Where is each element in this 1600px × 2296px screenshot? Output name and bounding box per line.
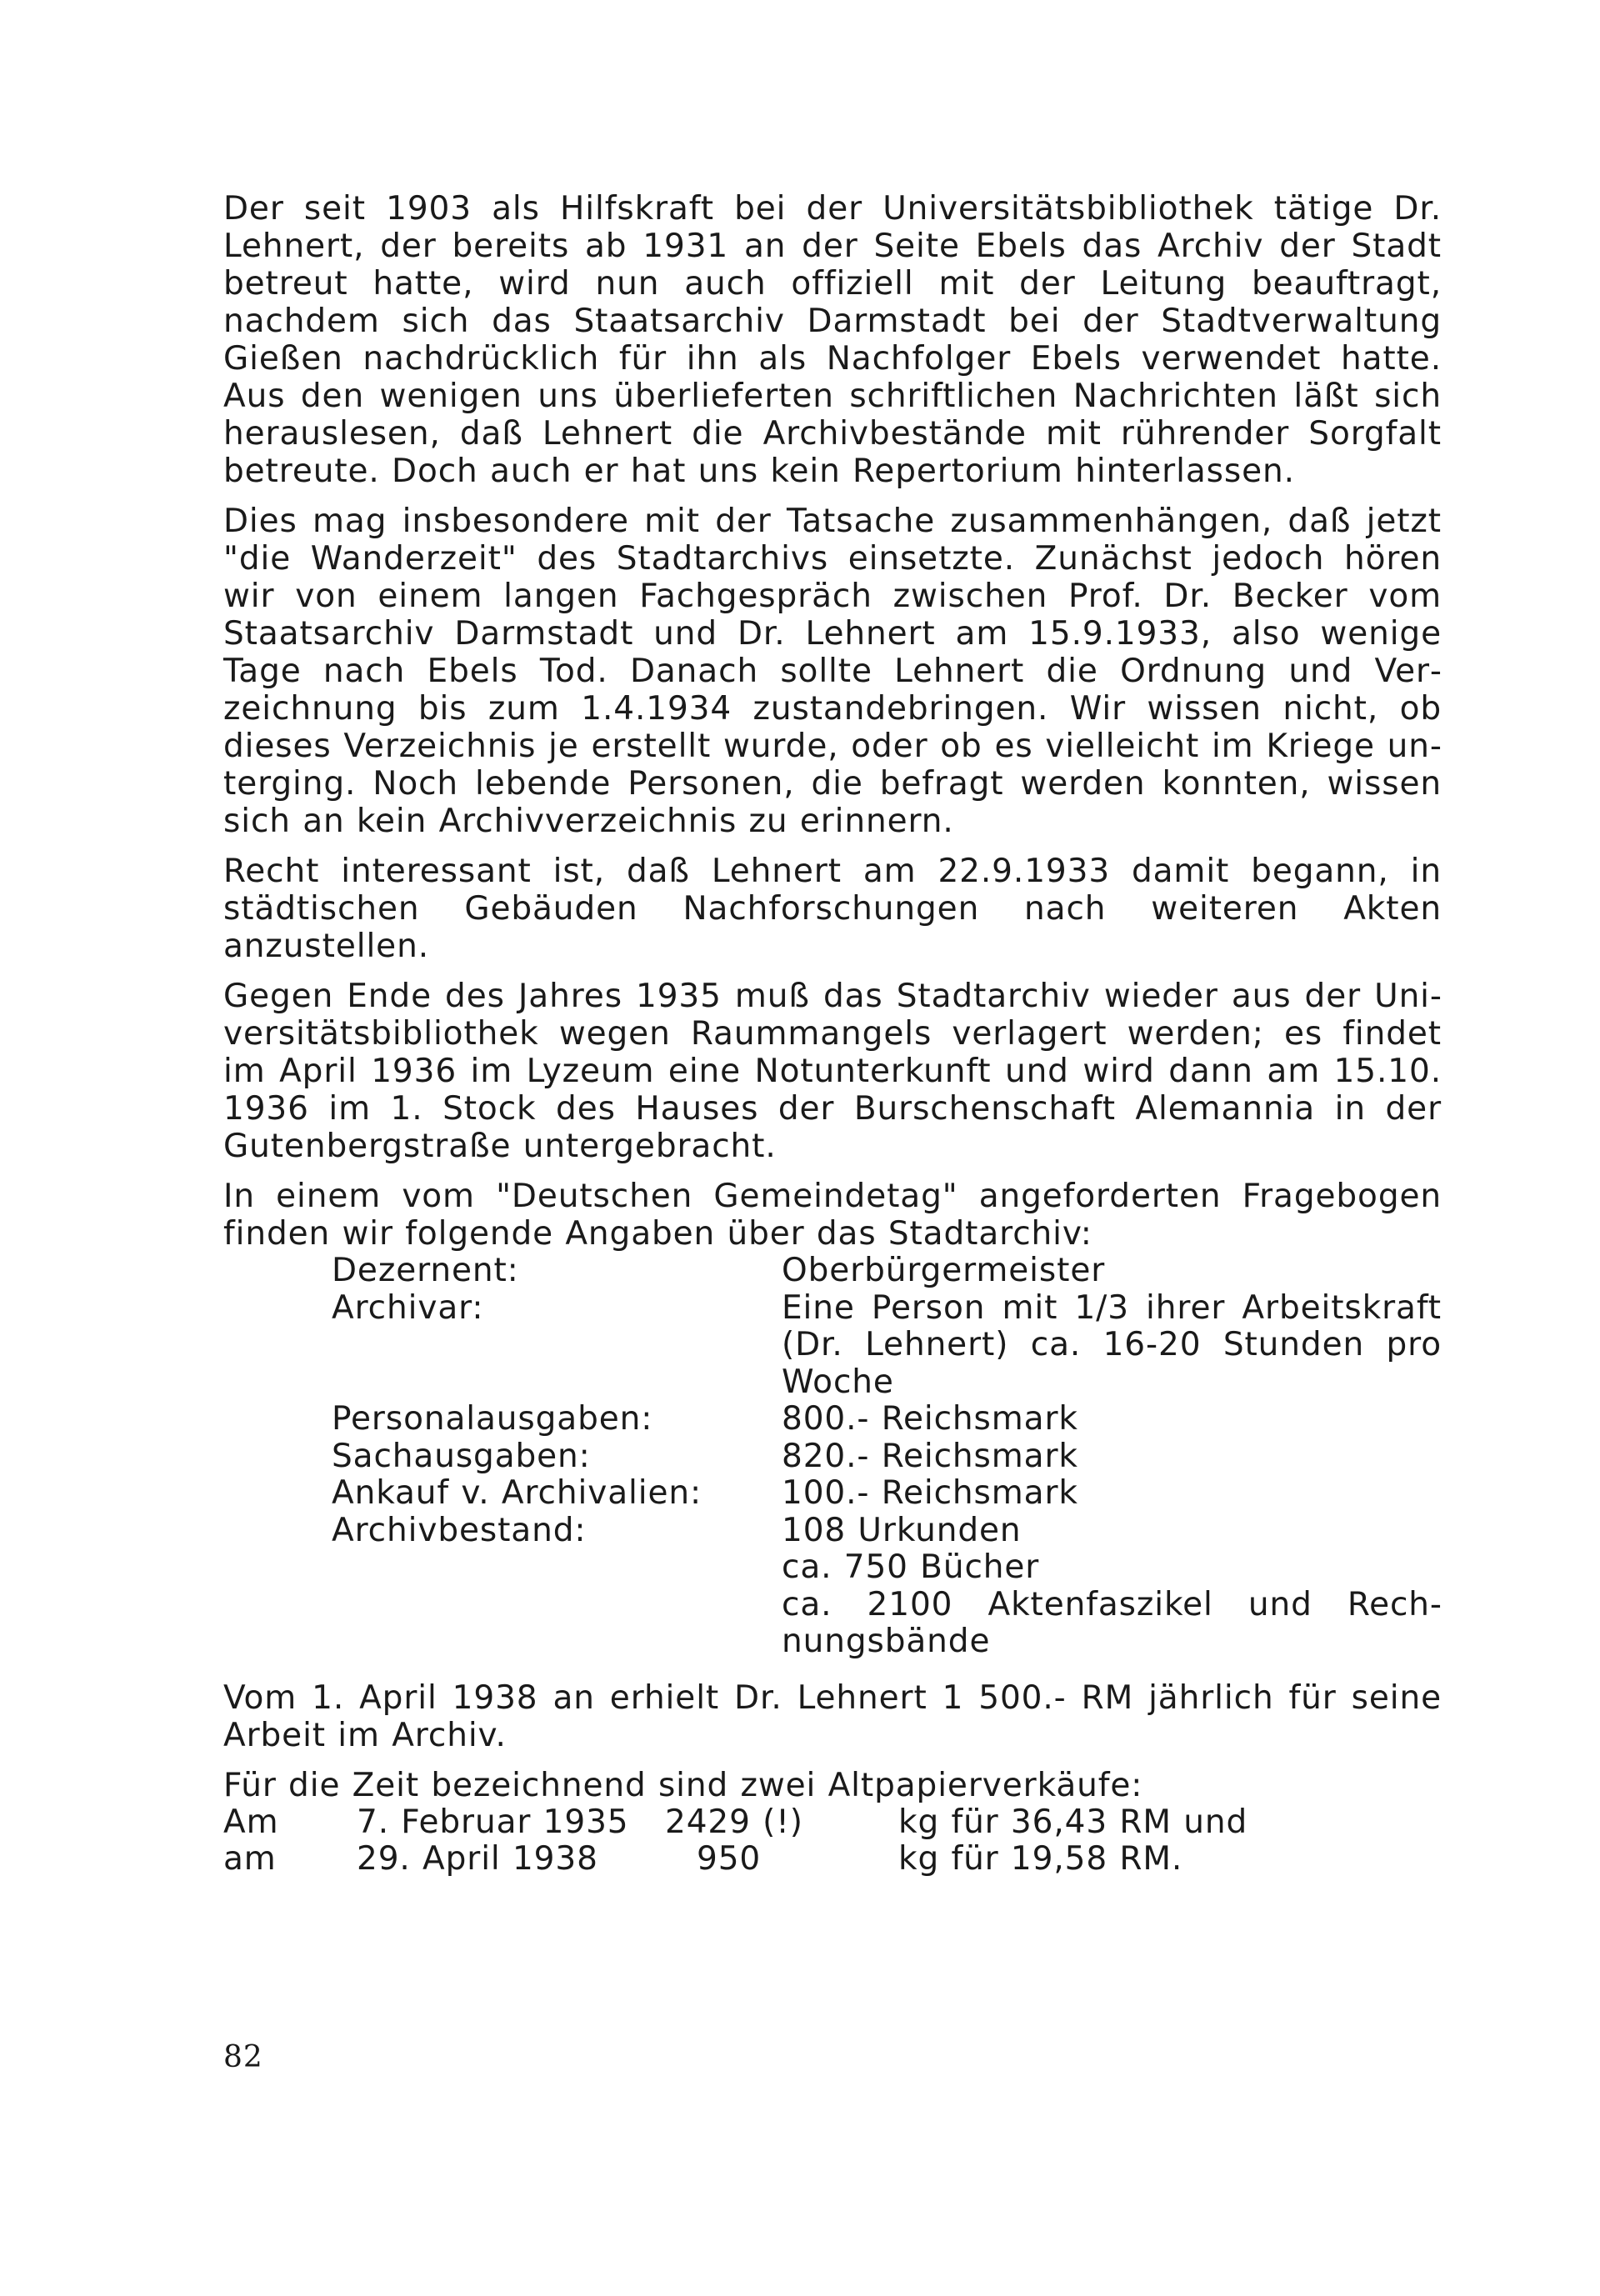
sale-prefix: am bbox=[223, 1840, 277, 1878]
altpapier-sales bbox=[223, 1804, 1442, 1878]
detail-value: Oberbürgermeister bbox=[782, 1252, 1106, 1289]
detail-row bbox=[223, 1513, 1442, 1550]
paragraph-relocation: Gegen Ende des Jahres 1935 muß das Stadtarchiv wieder aus der Universitätsbibliothek wegen Raummangels verlagert werden; es findet im April 1936 im Lyzeum eine Notunterkunft und wird dann am 15.10. 1936 im 1. Stock des Hauses der Burschenschaft Alemannia in der Gutenbergstraße untergebracht. bbox=[223, 978, 1442, 1165]
page-number: 82 bbox=[223, 2040, 263, 2074]
sale-row bbox=[223, 1841, 1442, 1878]
detail-row bbox=[223, 1475, 1442, 1513]
sale-date: 29. April 1938 bbox=[357, 1840, 598, 1878]
detail-row bbox=[223, 1401, 1442, 1438]
detail-label: Personalausgaben: bbox=[332, 1400, 653, 1438]
paragraph-salary: Vom 1. April 1938 an erhielt Dr. Lehnert 1 500.- RM jährlich für seine Arbeit im Archiv. bbox=[223, 1678, 1442, 1754]
paragraph-fragebogen: In einem vom "Deutschen Gemeindetag" angeforderten Fragebogen finden wir folgende Angaben über das Stadtarchiv: bbox=[223, 1178, 1442, 1253]
detail-label bbox=[223, 1587, 782, 1661]
paragraph-wanderzeit: Dies mag insbesondere mit der Tatsache zusammenhängen, daß jetzt "die Wanderzeit" des Stadtarchivs einsetzte. Zunächst jedoch hören wir von einem langen Fachgespräch zwischen Prof. Dr. Becker vom Staatsarchiv Darmstadt und Dr. Lehnert am 15.9.1933, also wenige Tage nach Ebels Tod. Danach sollte Lehnert die Ordnung und Verzeichnung bis zum 1.4.1934 zustandebringen. Wir wissen nicht, ob dieses Verzeichnis je erstellt wurde, oder ob es vielleicht im Kriege unterging. Noch lebende Personen, die befragt werden konnten, wissen sich an kein Archivverzeichnis zu erinnern. bbox=[223, 503, 1442, 840]
detail-row bbox=[223, 1587, 1442, 1661]
detail-row bbox=[223, 1253, 1442, 1290]
sale-amount: 950 bbox=[697, 1840, 762, 1878]
detail-value: ca. 750 Bücher bbox=[782, 1548, 1040, 1586]
detail-value: 800.- Reichsmark bbox=[782, 1400, 1078, 1438]
sale-row bbox=[223, 1804, 1442, 1842]
sale-amount: 2429 (!) bbox=[665, 1803, 803, 1841]
detail-label: Ankauf v. Archivalien: bbox=[332, 1474, 702, 1512]
questionnaire-details bbox=[223, 1253, 1442, 1661]
sale-prefix: Am bbox=[223, 1803, 279, 1841]
detail-label: Sachausgaben: bbox=[332, 1437, 591, 1475]
detail-row bbox=[223, 1438, 1442, 1476]
detail-value: 100.- Reichsmark bbox=[782, 1474, 1078, 1512]
page-body bbox=[223, 190, 1442, 1878]
sale-date: 7. Februar 1935 bbox=[357, 1803, 629, 1841]
detail-value: 108 Urkunden bbox=[782, 1511, 1022, 1549]
detail-value: 820.- Reichsmark bbox=[782, 1437, 1078, 1475]
paragraph-altpapier: Für die Zeit bezeichnend sind zwei Altpapierverkäufe: bbox=[223, 1766, 1143, 1804]
detail-row bbox=[223, 1290, 1442, 1402]
paragraph-nachforschungen: Recht interessant ist, daß Lehnert am 22.9.1933 damit begann, in städtischen Gebäuden Nachforschungen nach weiteren Akten anzustellen. bbox=[223, 853, 1442, 965]
detail-value: ca. 2100 Aktenfaszikel und Rechnungsbände bbox=[782, 1585, 1442, 1660]
detail-label: Archivar: bbox=[332, 1288, 484, 1327]
sale-price: kg für 36,43 RM und bbox=[898, 1803, 1248, 1841]
detail-value: Eine Person mit 1/3 ihrer Arbeitskraft (Dr. Lehnert) ca. 16-20 Stunden pro Woche bbox=[782, 1288, 1442, 1401]
sale-price: kg für 19,58 RM. bbox=[898, 1840, 1183, 1878]
detail-label: Archivbestand: bbox=[332, 1511, 587, 1549]
paragraph-lehnert-appointment: Der seit 1903 als Hilfskraft bei der Universitätsbibliothek tätige Dr. Lehnert, der bereits ab 1931 an der Seite Ebels das Archiv der Stadt betreut hatte, wird nun auch offiziell mit der Leitung beauftragt, nachdem sich das Staatsarchiv Darmstadt bei der Stadtverwaltung Gießen nachdrücklich für ihn als Nachfolger Ebels verwendet hatte. Aus den wenigen uns überlieferten schriftlichen Nachrichten läßt sich herauslesen, daß Lehnert die Archivbestände mit rührender Sorgfalt betreute. Doch auch er hat uns kein Repertorium hinterlassen. bbox=[223, 190, 1442, 490]
detail-label: Dezernent: bbox=[332, 1252, 519, 1289]
detail-row bbox=[223, 1549, 1442, 1587]
detail-label bbox=[223, 1549, 782, 1587]
